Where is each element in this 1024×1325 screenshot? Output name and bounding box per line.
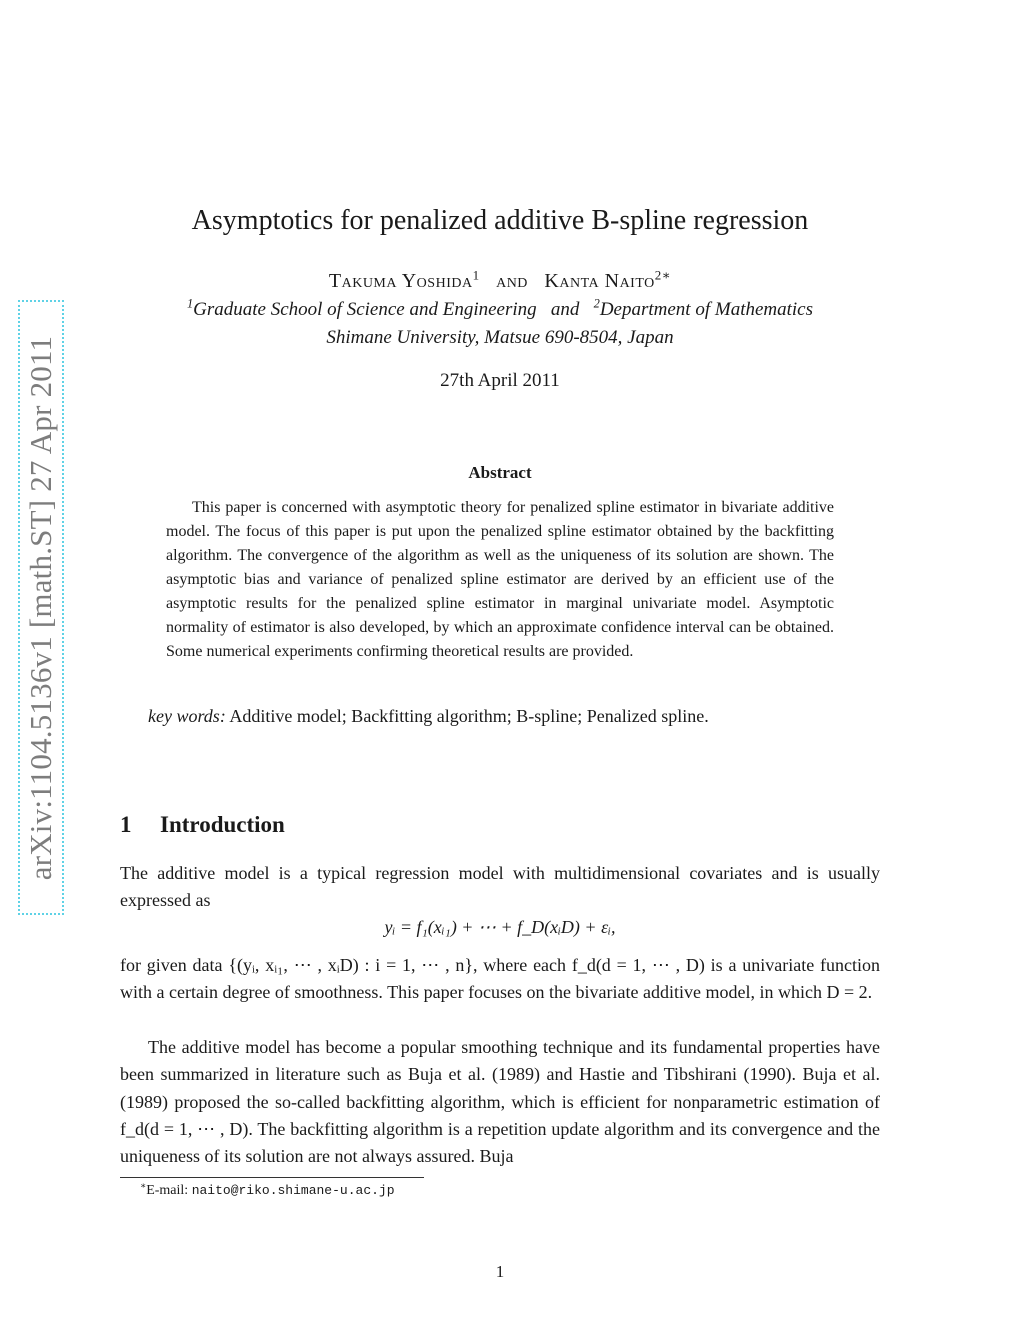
- author-2-mark: 2∗: [654, 267, 672, 283]
- authors-line: [0, 267, 1000, 293]
- paper-title: Asymptotics for penalized additive B-spline regression: [191, 205, 809, 236]
- abstract-heading: Abstract: [468, 463, 532, 482]
- section-heading: [120, 812, 285, 838]
- footnote-label: E-mail:: [146, 1183, 189, 1198]
- affiliation-mark-2: 2: [593, 296, 600, 311]
- footnote-rule: [120, 1177, 424, 1178]
- keywords: [148, 706, 868, 727]
- affiliation-conjunction: and: [550, 299, 580, 320]
- section-number: 1: [120, 812, 132, 837]
- affiliation-2: Department of Mathematics: [599, 299, 814, 320]
- abstract-body: This paper is concerned with asymptotic theory for penalized spline estimator in bivariate additive model. The focus of this paper is put upon the penalized spline estimator obtained by the backfitting algorithm. The convergence of the algorithm as well as the uniqueness of its solution are shown. The asymptotic bias and variance of penalized spline estimator are derived by an efficient use of the asymptotic results for the penalized spline estimator in marginal univariate model. Asymptotic normality of estimator is also developed, by which an approximate confidence interval can be obtained. Some numerical experiments confirming theoretical results are provided.: [166, 499, 834, 660]
- page-number: 1: [495, 1262, 505, 1281]
- intro-paragraph-1: The additive model is a typical regression model with multidimensional covariates and is usually expressed as: [120, 863, 880, 911]
- footnote-email: naito@riko.shimane-u.ac.jp: [191, 1183, 395, 1198]
- paper-date: 27th April 2011: [440, 370, 560, 391]
- affiliation-1: Graduate School of Science and Engineering: [193, 299, 537, 320]
- author-1: Takuma Yoshida: [328, 270, 473, 292]
- footnote: [140, 1180, 395, 1199]
- additive-model-equation: yᵢ = f₁(xᵢ₁) + ⋯ + f_D(xᵢD) + εᵢ,: [384, 917, 616, 937]
- footnote-mark: ∗: [140, 1180, 147, 1191]
- arxiv-stamp-text: arXiv:1104.5136v1 [math.ST] 27 Apr 2011: [23, 335, 58, 880]
- affiliation-line-2: Shimane University, Matsue 690-8504, Japan: [326, 327, 674, 348]
- authors-conjunction: and: [496, 270, 528, 292]
- author-1-mark: 1: [472, 267, 480, 283]
- affiliation-line-1: [0, 296, 1000, 321]
- section-title: Introduction: [160, 812, 285, 837]
- affiliation-mark-1: 1: [186, 296, 194, 311]
- arxiv-stamp: [18, 300, 64, 915]
- intro-paragraph-3: The additive model has become a popular smoothing technique and its fundamental properties have been summarized in literature such as Buja et al. (1989) and Hastie and Tibshirani (1990). Buja et al. (1989) proposed the so-called backfitting algorithm, which is efficient for nonparametric estimation of f_d(d = 1, ⋯ , D). The backfitting algorithm is a repetition update algorithm and its convergence and the uniqueness of its solution are not always assured. Buja: [120, 1037, 880, 1167]
- keywords-label: key words:: [148, 706, 226, 726]
- keywords-text: Additive model; Backfitting algorithm; B-spline; Penalized spline.: [229, 706, 709, 726]
- intro-paragraph-2: for given data {(yᵢ, xᵢ₁, ⋯ , xᵢD) : i = 1, ⋯ , n}, where each f_d(d = 1, ⋯ , D) is a univariate function with a certain degree of smoothness. This paper focuses on the bivariate additive model, in which D = 2.: [120, 955, 880, 1003]
- author-2: Kanta Naito: [544, 270, 655, 292]
